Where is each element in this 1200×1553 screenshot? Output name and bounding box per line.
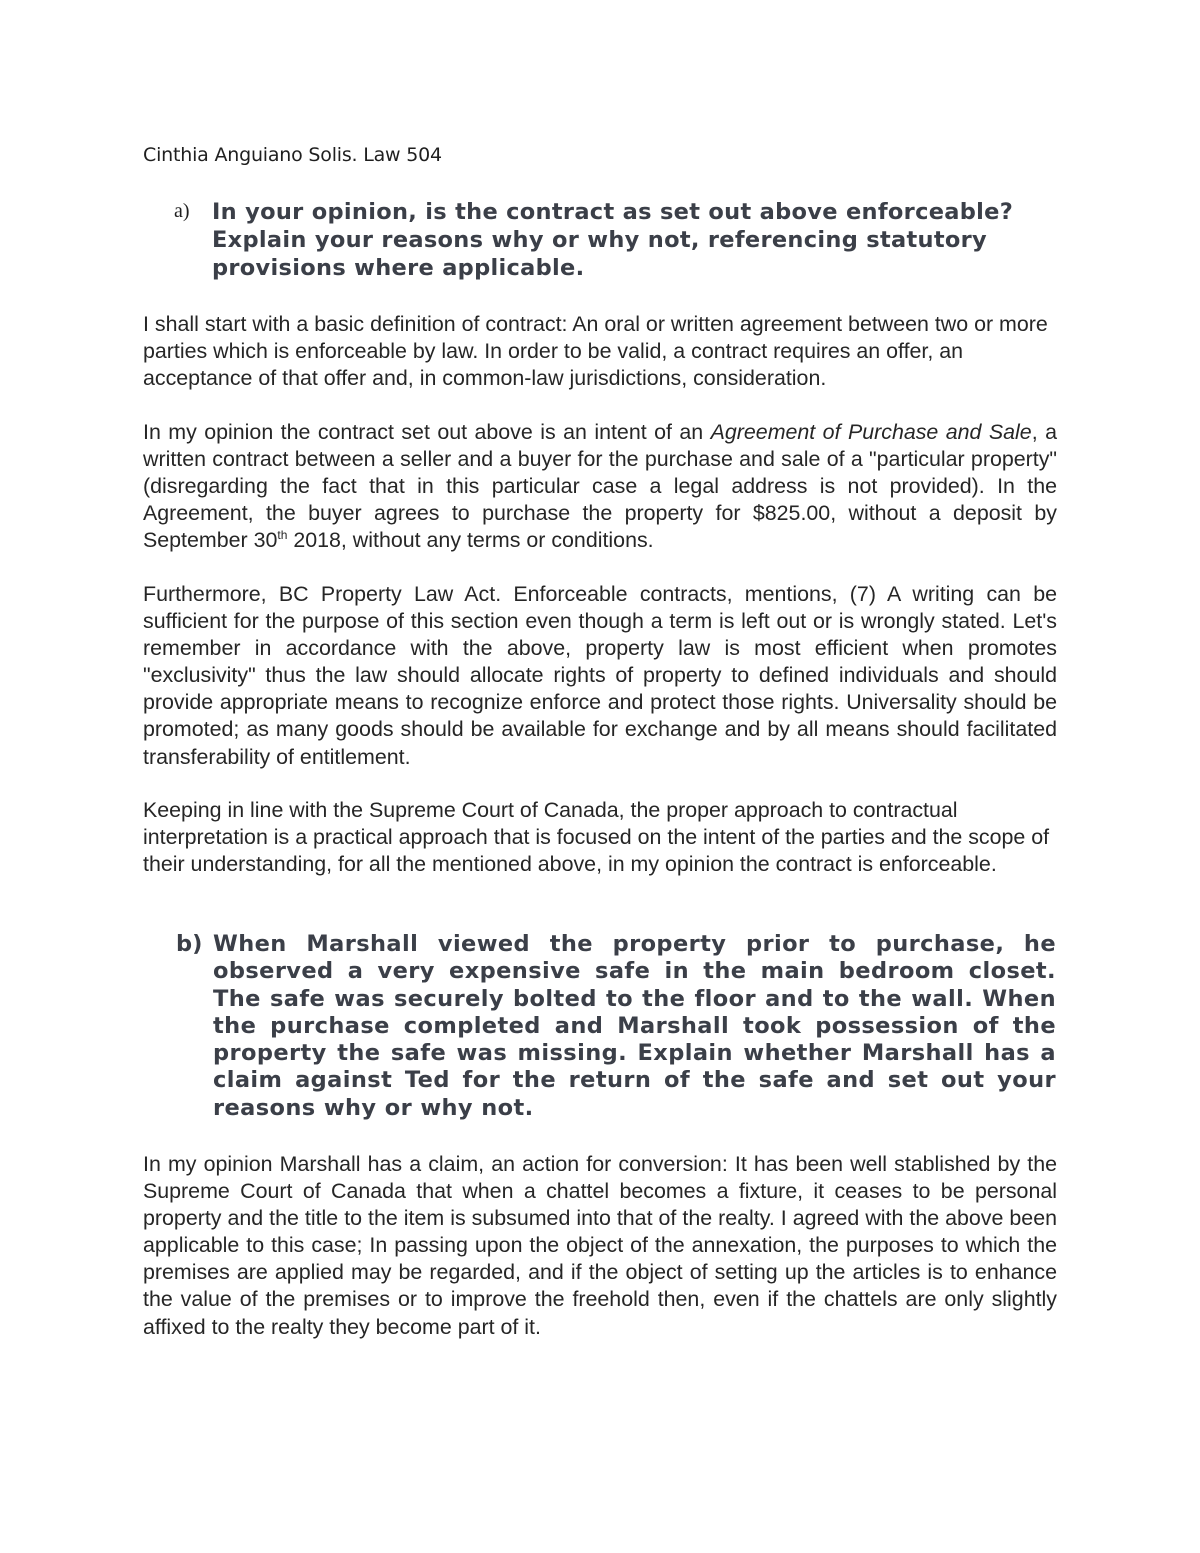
document-header: Cinthia Anguiano Solis. Law 504 [143,144,442,166]
question-a-label: a) [174,200,190,222]
paragraph-2-superscript: th [277,528,288,543]
question-b [176,931,1056,1122]
question-b-text: When Marshall viewed the property prior to purchase, he observed a very expensive safe in the main bedroom closet. The safe was securely bolted to the floor and to the wall. When the purchase completed and Marshall took possession of the property the safe was missing. Explain whether Marshall has a claim against Ted for the return of the safe and set out your reasons why or why not. [213,931,1056,1121]
question-a [174,198,1054,282]
paragraph-agreement-of-purchase [143,419,1057,554]
paragraph-property-law-act: Furthermore, BC Property Law Act. Enforceable contracts, mentions, (7) A writing can be sufficient for the purpose of this section even though a term is left out or is wrongly stated. Let's remember in accordance with the above, property law is most efficient when promotes "exclusivity" thus the law should allocate rights of property to defined individuals and should provide appropriate means to recognize enforce and protect those rights. Universality should be promoted; as many goods should be available for exchange and by all means should facilitated transferability of entitlement. [143,582,1057,769]
paragraph-supreme-court: Keeping in line with the Supreme Court of Canada, the proper approach to contractual interpretation is a practical approach that is focused on the intent of the parties and the scope of their understanding, for all the mentioned above, in my opinion the contract is enforceable. [143,798,1050,877]
question-a-text: In your opinion, is the contract as set out above enforceable? Explain your reasons why or why not, referencing statutory provisions where applicable. [212,199,1014,281]
paragraph-contract-definition: I shall start with a basic definition of contract: An oral or written agreement between two or more parties which is enforceable by law. In order to be valid, a contract requires an offer, an acceptance of that offer and, in common-law jurisdictions, consideration. [143,312,1048,391]
paragraph-2-end: 2018, without any terms or conditions. [287,528,654,553]
paragraph-2-middle: , a written contract between a seller and a buyer for the purchase and sale of a "particular property" (disregarding the fact that in this particular case a legal address is not provided). In the Agreement, the buyer agrees to purchase the property for $825.00, without a deposit by September 30 [143,420,1057,553]
paragraph-2-italic: Agreement of Purchase and Sale [710,420,1032,444]
paragraph-conversion-claim: In my opinion Marshall has a claim, an action for conversion: It has been well stablished by the Supreme Court of Canada that when a chattel becomes a fixture, it ceases to be personal property and the title to the item is subsumed into that of the realty. I agreed with the above been applicable to this case; In passing upon the object of the annexation, the purposes to which the premises are applied may be regarded, and if the object of setting up the articles is to enhance the value of the premises or to improve the freehold then, even if the chattels are only slightly affixed to the realty they become part of it. [143,1152,1057,1339]
question-b-label: b) [176,931,203,957]
paragraph-2-intro: In my opinion the contract set out above is an intent of an [143,420,711,444]
